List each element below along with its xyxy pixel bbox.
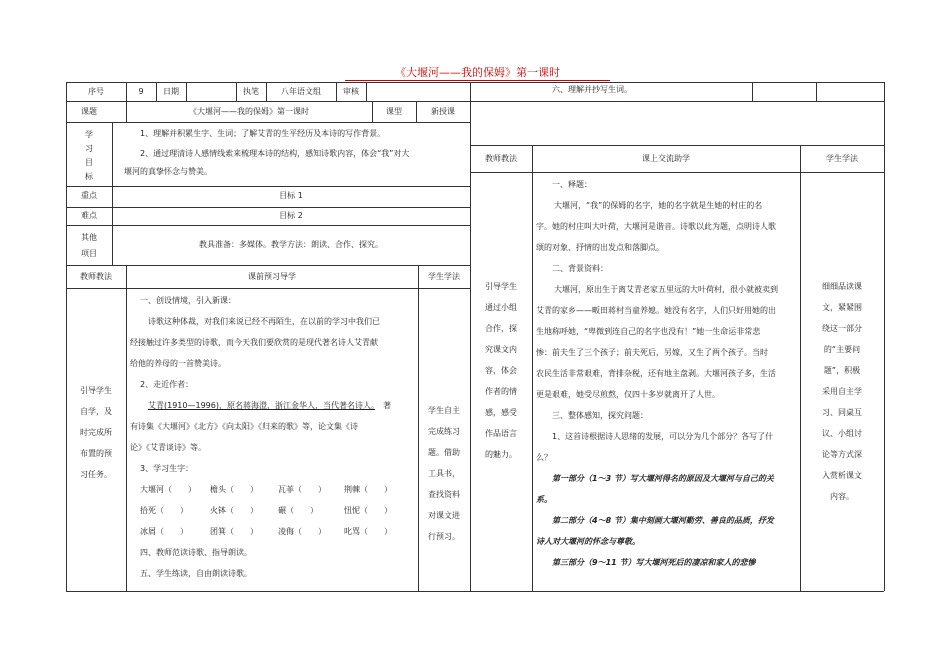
focus-value: 目标 1 [279, 191, 303, 200]
part-2-a: 第二部分（4～8 节）集中刻画大堰河勤劳、善良的品质，抒发 [552, 516, 774, 525]
focus-label: 重点 [81, 191, 97, 200]
section-4: 四、教师范读诗歌、指导朗读。 [140, 548, 252, 557]
r-section-3: 三、整体感知，探究问题： [552, 411, 648, 420]
part-1-a: 第一部分（1～3 节）写大堰河得名的原因及大堰河与自己的关 [552, 474, 774, 483]
difficulty-label: 难点 [81, 211, 97, 220]
goals-label: 学 习 目 标 [85, 130, 93, 181]
left-teacher-method: 引导学生 自学，及 时完成所 布置的预 习任务。 [80, 386, 112, 479]
vocab-row-1: 大堰河（ ） 檐头（ ） 瓦菲（ ） 荆棘（ ） [140, 485, 392, 494]
right-header-student: 学生学法 [826, 154, 858, 163]
preview-guide: 一、创设情境，引入新课： 诗歌这种体裁，对我们来说已经不再陌生，在以前的学习中我们已 经接触过许多类型的诗歌，而今天我们要欣赏的是现代著名诗人艾青献 给他的养母的一首赞美诗。 2、走近作者： 艾青(1910—1996)，原名蒋海澄，浙江金华人，当代著名诗人。 著 有诗集《大堰河》《北方》《向太阳》《归来的歌》等，论文集《诗 论》《艾青谈诗》等。 3、学习生字： 大堰河（ ） 檐头（ ） 瓦菲（ ） 荆棘（ ） 拾死（ ） 火钵（ ） 碾（ ） 忸怩（ ） 冰屑（ ） 团箕（ ） 凌侮（ ） 叱骂（ ） 四、教师范读诗歌、指导朗读。 五、学生练读，自由朗读诗歌。 [130, 290, 416, 584]
section-2-heading: 2、走近作者： [140, 380, 194, 389]
seq-value: 9 [138, 87, 144, 96]
r-section-2: 二、背景资料： [552, 264, 608, 273]
r-section-1: 一、释题： [552, 180, 592, 189]
right-task-text: 六、理解并抄写生词。 [552, 85, 632, 94]
left-header-student: 学生学法 [428, 272, 460, 281]
left-header-teacher: 教师教法 [80, 272, 112, 281]
type-label: 课型 [386, 107, 402, 116]
section-3-heading: 3、学习生字： [140, 464, 194, 473]
lesson-title: 《大堰河——我的保姆》第一课时 [345, 66, 610, 81]
goal-1: 1、理解并积累生字、生词；了解艾青的生平经历及本诗的写作背景。 [140, 129, 386, 138]
right-teacher-method: 引导学生 通过小组 合作，探 究课文内 容，体会 作者的情 感，感受 作品语言 的魅力。 [485, 282, 517, 459]
difficulty-value: 目标 2 [279, 211, 303, 220]
left-header-middle: 课前预习导学 [248, 272, 296, 281]
topic-value: 《大堰河——我的保姆》第一课时 [189, 107, 309, 116]
class-discussion: 一、释题： 大堰河，“我”的保姆的名字，她的名字就是生她的村庄的名 字。她的村庄叫大叶荷，大堰河是谐音。诗歌以此为题，点明诗人歌 颂的对象、抒情的出发点和落脚点。 二、背景资料： 大堰河，原出生于离艾青老家五里远的大叶荷村，很小就被卖到 艾青的家乡——畈田蒋村当童养媳。她没有名字，人们只好用她的出 生地称呼她，“卑微到连自己的名字也没有！”她一生命运非常悲 惨：前夫生了三个孩子；前夫死后，另嫁，又生了两个孩子。当时 农民生活非常艰难，背排杂税，还有地主盘剥。大堰河孩子多，生活 更是艰难，她受尽煎熬，仅四十多岁就离开了人世。 三、整体感知，探究问题： 1、这首诗根据诗人思绪的发展，可以分为几个部分？各写了什 么？ 第一部分（1～3 节）写大堰河得名的原因及大堰河与自己的关 系。 第二部分（4～8 节）集中刻画大堰河勤劳、善良的品质，抒发 诗人对大堰河的怀念与尊敬。 第三部分（9～11 节）写大堰河死后的凄凉和家人的悲惨 [536, 174, 798, 573]
date-label: 日期 [163, 87, 179, 96]
part-1-b: 系。 [536, 495, 552, 504]
right-student-method: 细细品读课 文，紧紧围 绕这一部分 的“主要问 题”，积极 采用自主学 习、同桌互 议、小组讨 论等方式深 入赏析课文 内容。 [822, 282, 862, 501]
goal-2-line2: 堰河的真挚怀念与赞美。 [124, 167, 212, 176]
goal-2-line1: 2、通过理清诗人感情线索来梳理本诗的结构，感知诗歌内容，体会“我”对大 [140, 149, 410, 158]
other-value: 教具准备：多媒体。教学方法：朗读、合作、探究。 [199, 240, 383, 249]
topic-label: 课题 [81, 107, 97, 116]
part-2-b: 诗人对大堰河的怀念与尊敬。 [536, 537, 640, 546]
part-3: 第三部分（9～11 节）写大堰河死后的凄凉和家人的悲惨 [552, 558, 756, 567]
review-label: 审核 [343, 87, 359, 96]
type-value: 新授课 [431, 107, 455, 116]
right-header-teacher: 教师教法 [485, 154, 517, 163]
section-5: 五、学生练读，自由朗读诗歌。 [140, 569, 252, 578]
vocab-row-3: 冰屑（ ） 团箕（ ） 凌侮（ ） 叱骂（ ） [140, 527, 392, 536]
right-header-middle: 课上交流助学 [642, 154, 690, 163]
vocab-row-2: 拾死（ ） 火钵（ ） 碾（ ） 忸怩（ ） [140, 506, 392, 515]
other-label: 其他 项目 [81, 233, 97, 258]
author-label: 执笔 [243, 87, 259, 96]
author-bio: 艾青(1910—1996)，原名蒋海澄，浙江金华人，当代著名诗人。 [148, 401, 375, 410]
section-1-heading: 一、创设情境，引入新课： [140, 296, 236, 305]
left-student-method: 学生自主 完成练习 题。借助 工具书， 查找资料 对课文进 行预习。 [428, 406, 460, 541]
seq-label: 序号 [88, 87, 104, 96]
author-value: 八年语文组 [281, 87, 321, 96]
